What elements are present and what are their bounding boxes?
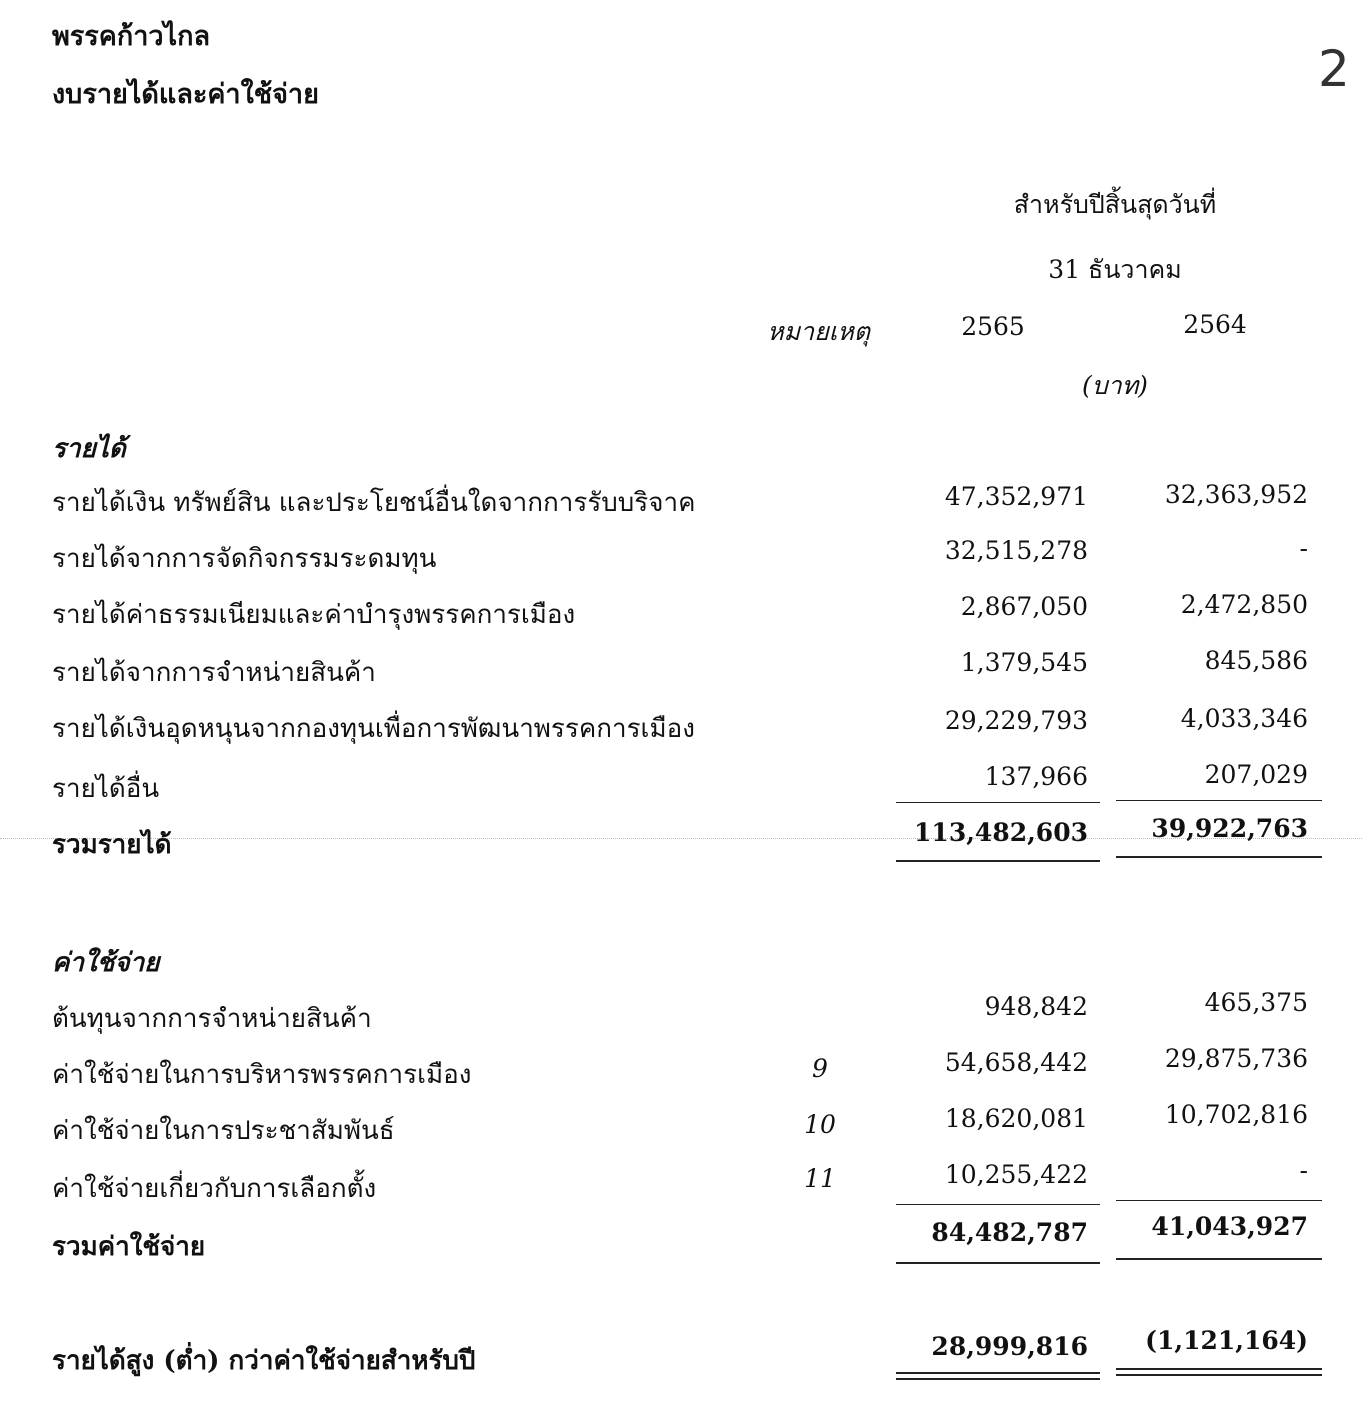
- income-row-label: รายได้เงิน ทรัพย์สิน และประโยชน์อื่นใดจากการรับบริจาค: [52, 488, 696, 518]
- income-row-label: รายได้จากการจำหน่ายสินค้า: [52, 658, 376, 688]
- income-row-current: 137,966: [984, 762, 1088, 791]
- income-heading: รายได้: [52, 434, 126, 464]
- page-number-mark: 2: [1318, 40, 1350, 98]
- expense-row-label: ค่าใช้จ่ายในการบริหารพรรคการเมือง: [52, 1060, 472, 1090]
- double-underline: [896, 1372, 1100, 1374]
- income-row-prior: 32,363,952: [1164, 480, 1308, 509]
- income-row-label: รายได้จากการจัดกิจกรรมระดมทุน: [52, 544, 437, 574]
- total-rule: [1116, 1258, 1322, 1260]
- expense-row-prior: 465,375: [1204, 988, 1308, 1017]
- double-underline: [1116, 1374, 1322, 1376]
- double-underline: [896, 1378, 1100, 1380]
- expense-row-current: 54,658,442: [944, 1048, 1088, 1077]
- income-row-current: 2,867,050: [960, 592, 1088, 621]
- double-underline: [1116, 1368, 1322, 1370]
- expense-row-label: ต้นทุนจากการจำหน่ายสินค้า: [52, 1004, 372, 1034]
- total-rule: [896, 860, 1100, 862]
- income-row-prior: 4,033,346: [1180, 704, 1308, 733]
- statement-title: งบรายได้และค่าใช้จ่าย: [52, 79, 319, 110]
- income-row-prior: 2,472,850: [1180, 590, 1308, 619]
- year-prior-header: 2564: [1183, 310, 1247, 339]
- income-row-label: รายได้อื่น: [52, 774, 160, 804]
- income-row-current: 32,515,278: [944, 536, 1088, 565]
- expense-row-label: ค่าใช้จ่ายเกี่ยวกับการเลือกตั้ง: [52, 1174, 377, 1204]
- net-result-label: รายได้สูง (ต่ำ) กว่าค่าใช้จ่ายสำหรับปี: [52, 1346, 476, 1376]
- subtotal-rule: [896, 802, 1100, 803]
- expense-row-current: 18,620,081: [944, 1104, 1088, 1133]
- party-name: พรรคก้าวไกล: [52, 21, 211, 52]
- income-row-current: 29,229,793: [944, 706, 1088, 735]
- expense-total-label: รวมค่าใช้จ่าย: [52, 1232, 206, 1262]
- expense-total-prior: 41,043,927: [1151, 1212, 1308, 1241]
- expense-row-prior: -: [1299, 1156, 1308, 1185]
- income-total-prior: 39,922,763: [1151, 814, 1308, 843]
- income-row-label: รายได้เงินอุดหนุนจากกองทุนเพื่อการพัฒนาพรรคการเมือง: [52, 714, 695, 744]
- subtotal-rule: [896, 1204, 1100, 1205]
- income-row-label: รายได้ค่าธรรมเนียมและค่าบำรุงพรรคการเมือง: [52, 600, 576, 630]
- income-row-prior: -: [1299, 534, 1308, 563]
- subtotal-rule: [1116, 800, 1322, 801]
- total-rule: [896, 1262, 1100, 1264]
- total-rule: [1116, 856, 1322, 858]
- expense-row-note: 10: [804, 1110, 836, 1139]
- expense-row-prior: 10,702,816: [1164, 1100, 1308, 1129]
- expense-row-current: 948,842: [984, 992, 1088, 1021]
- income-total-label: รวมรายได้: [52, 830, 172, 860]
- income-row-prior: 207,029: [1204, 760, 1308, 789]
- net-result-current: 28,999,816: [931, 1332, 1088, 1361]
- income-row-prior: 845,586: [1204, 646, 1308, 675]
- expense-total-current: 84,482,787: [931, 1218, 1088, 1247]
- expense-row-note: 11: [804, 1164, 836, 1193]
- net-result-prior: (1,121,164): [1145, 1326, 1308, 1355]
- currency-label: (บาท): [1082, 371, 1148, 400]
- expense-row-label: ค่าใช้จ่ายในการประชาสัมพันธ์: [52, 1116, 395, 1146]
- expense-row-current: 10,255,422: [944, 1160, 1088, 1189]
- note-column-header: หมายเหตุ: [767, 317, 870, 346]
- expense-row-prior: 29,875,736: [1164, 1044, 1308, 1073]
- expenses-heading: ค่าใช้จ่าย: [52, 948, 160, 978]
- subtotal-rule: [1116, 1200, 1322, 1201]
- income-total-current: 113,482,603: [914, 818, 1088, 847]
- income-row-current: 47,352,971: [944, 482, 1088, 511]
- period-date: 31 ธันวาคม: [1048, 255, 1182, 284]
- period-label: สำหรับปีสิ้นสุดวันที่: [1013, 190, 1217, 219]
- year-current-header: 2565: [961, 312, 1025, 341]
- expense-row-note: 9: [812, 1054, 828, 1083]
- income-row-current: 1,379,545: [960, 648, 1088, 677]
